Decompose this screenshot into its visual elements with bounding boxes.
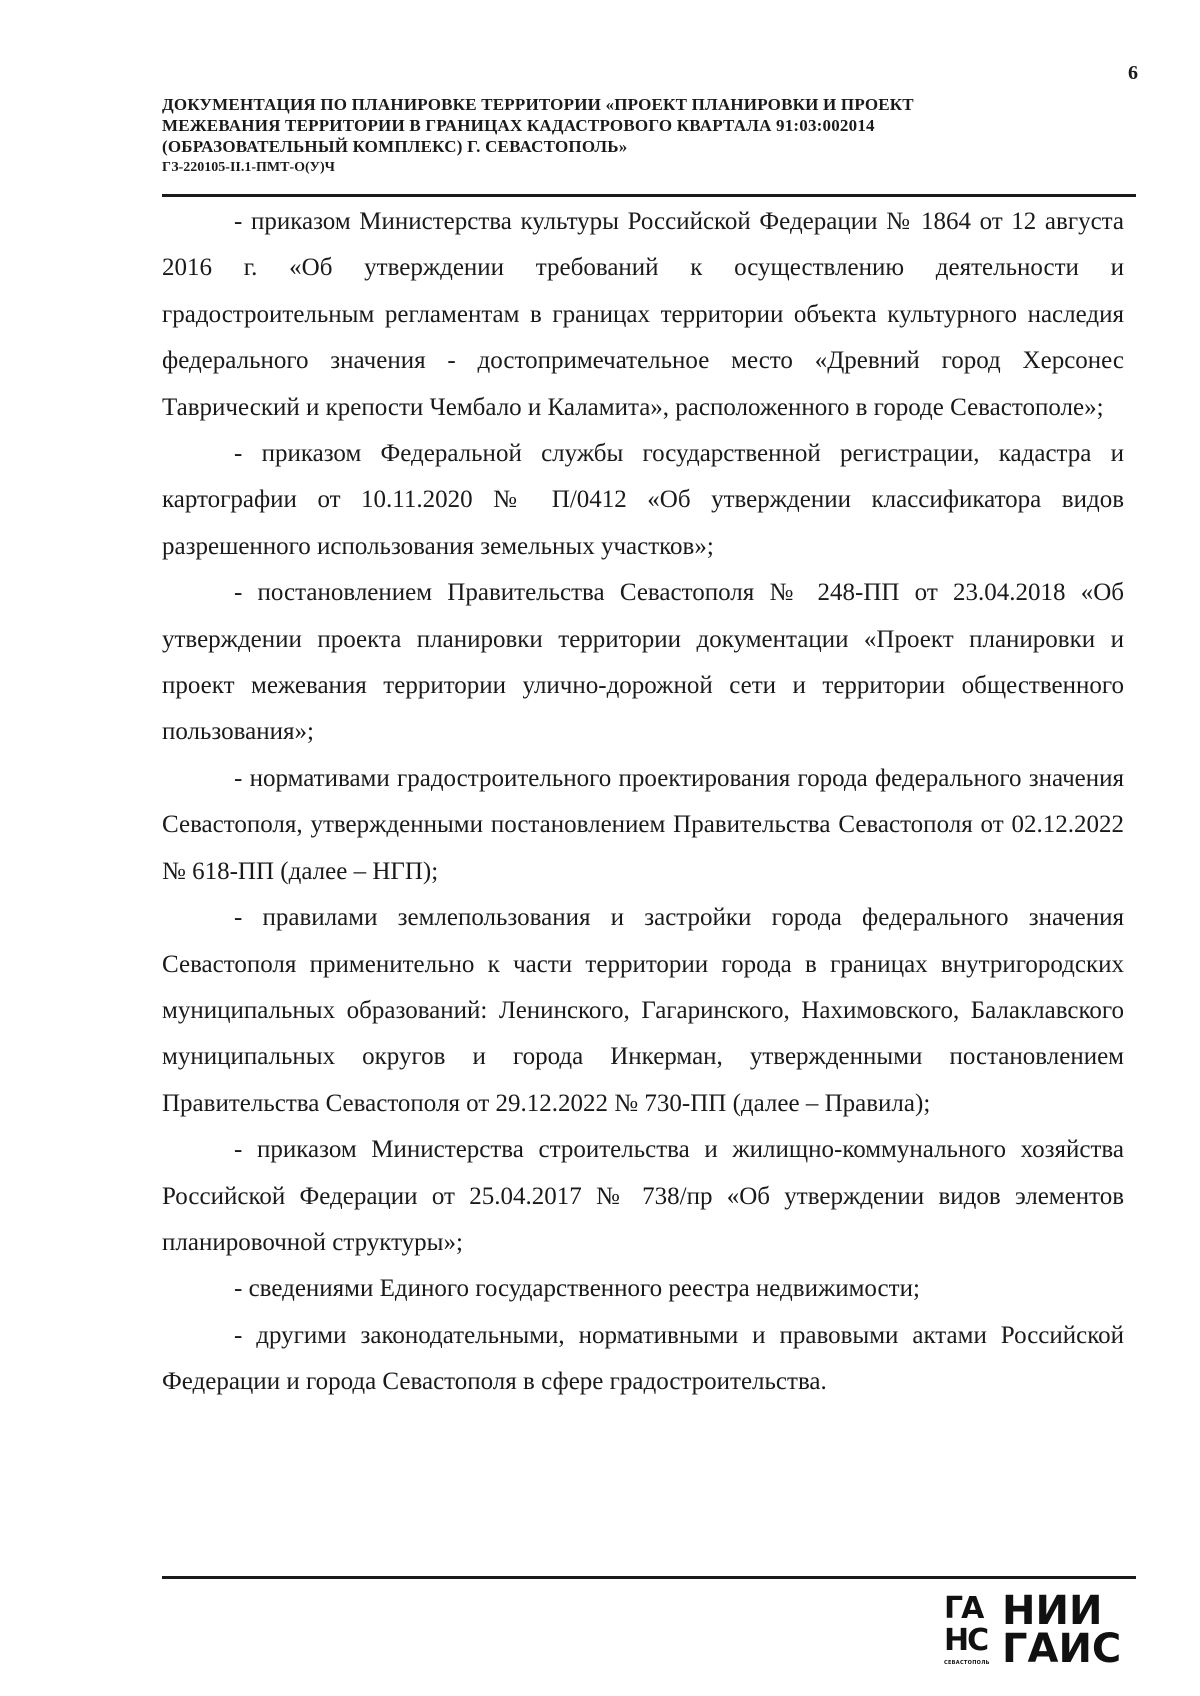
paragraph: - постановлением Правительства Севастополя № 248-ПП от 23.04.2018 «Об утверждении проекта планировки территории документации «Проект планировки и проект межевания территории улично-дорожной сети и территории общественного пользования»; [162, 579, 1124, 746]
paragraph: - нормативами градостроительного проектирования города федерального значения Севастополя, утвержденными постановлением Правительства Севастополя от 02.12.2022 № 618-ПП (далее – НГП); [162, 764, 1124, 885]
page-number: 6 [1128, 62, 1138, 84]
logo-mark-top: ГА [944, 1591, 983, 1626]
document-header [162, 94, 1122, 178]
paragraph: - приказом Федеральной службы государственной регистрации, кадастра и картографии от 10.11.2020 № П/0412 «Об утверждении классификатора видов разрешенного использования земельных участков»; [162, 440, 1124, 560]
logo-mark-bottom: НС [944, 1623, 988, 1658]
document-body [162, 199, 1124, 1406]
header-line-2: МЕЖЕВАНИЯ ТЕРРИТОРИИ В ГРАНИЦАХ КАДАСТРОВОГО КВАРТАЛА 91:03:002014 [162, 116, 875, 135]
paragraph: - приказом Министерства строительства и жилищно-коммунального хозяйства Российской Федерации от 25.04.2017 № 738/пр «Об утверждении видов элементов планировочной структуры»; [162, 1136, 1124, 1256]
paragraph: - правилами землепользования и застройки города федерального значения Севастополя применительно к части территории города в границах внутригородских муниципальных образований: Ленинского, Гагаринского, Нахимовского, Балаклавского муниципальных округов и города Инкерман, утвержденными постановлением Правительства Севастополя от 29.12.2022 № 730-ПП (далее – Правила); [162, 904, 1124, 1117]
header-divider [162, 194, 1136, 197]
header-line-3: (ОБРАЗОВАТЕЛЬНЫЙ КОМПЛЕКС) Г. СЕВАСТОПОЛЬ» [162, 137, 628, 156]
footer-divider [162, 1576, 1136, 1579]
logo-line-1: НИИ [1002, 1588, 1103, 1634]
header-line-1: ДОКУМЕНТАЦИЯ ПО ПЛАНИРОВКЕ ТЕРРИТОРИИ «ПРОЕКТ ПЛАНИРОВКИ И ПРОЕКТ [162, 95, 914, 114]
document-code: ГЗ-220105-II.1-ПМТ-О(У)Ч [162, 160, 335, 175]
paragraph: - сведениями Единого государственного реестра недвижимости; [234, 1275, 920, 1303]
company-logo [944, 1588, 1124, 1672]
logo-line-2: ГАИС [1002, 1626, 1122, 1672]
logo-text [1002, 1588, 1122, 1672]
paragraph: - другими законодательными, нормативными и правовыми актами Российской Федерации и города Севастополя в сфере градостроительства. [162, 1321, 1124, 1396]
logo-caption: СЕВАСТОПОЛЬ [944, 1660, 990, 1666]
paragraph: - приказом Министерства культуры Российской Федерации № 1864 от 12 августа 2016 г. «Об утверждении требований к осуществлению деятельности и градостроительным регламентам в границах территории объекта культурного наследия федерального значения - достопримечательное место «Древний город Херсонес Таврический и крепости Чембало и Каламита», расположенного в городе Севастополе»; [162, 208, 1124, 421]
logo-mark-icon [944, 1591, 996, 1660]
